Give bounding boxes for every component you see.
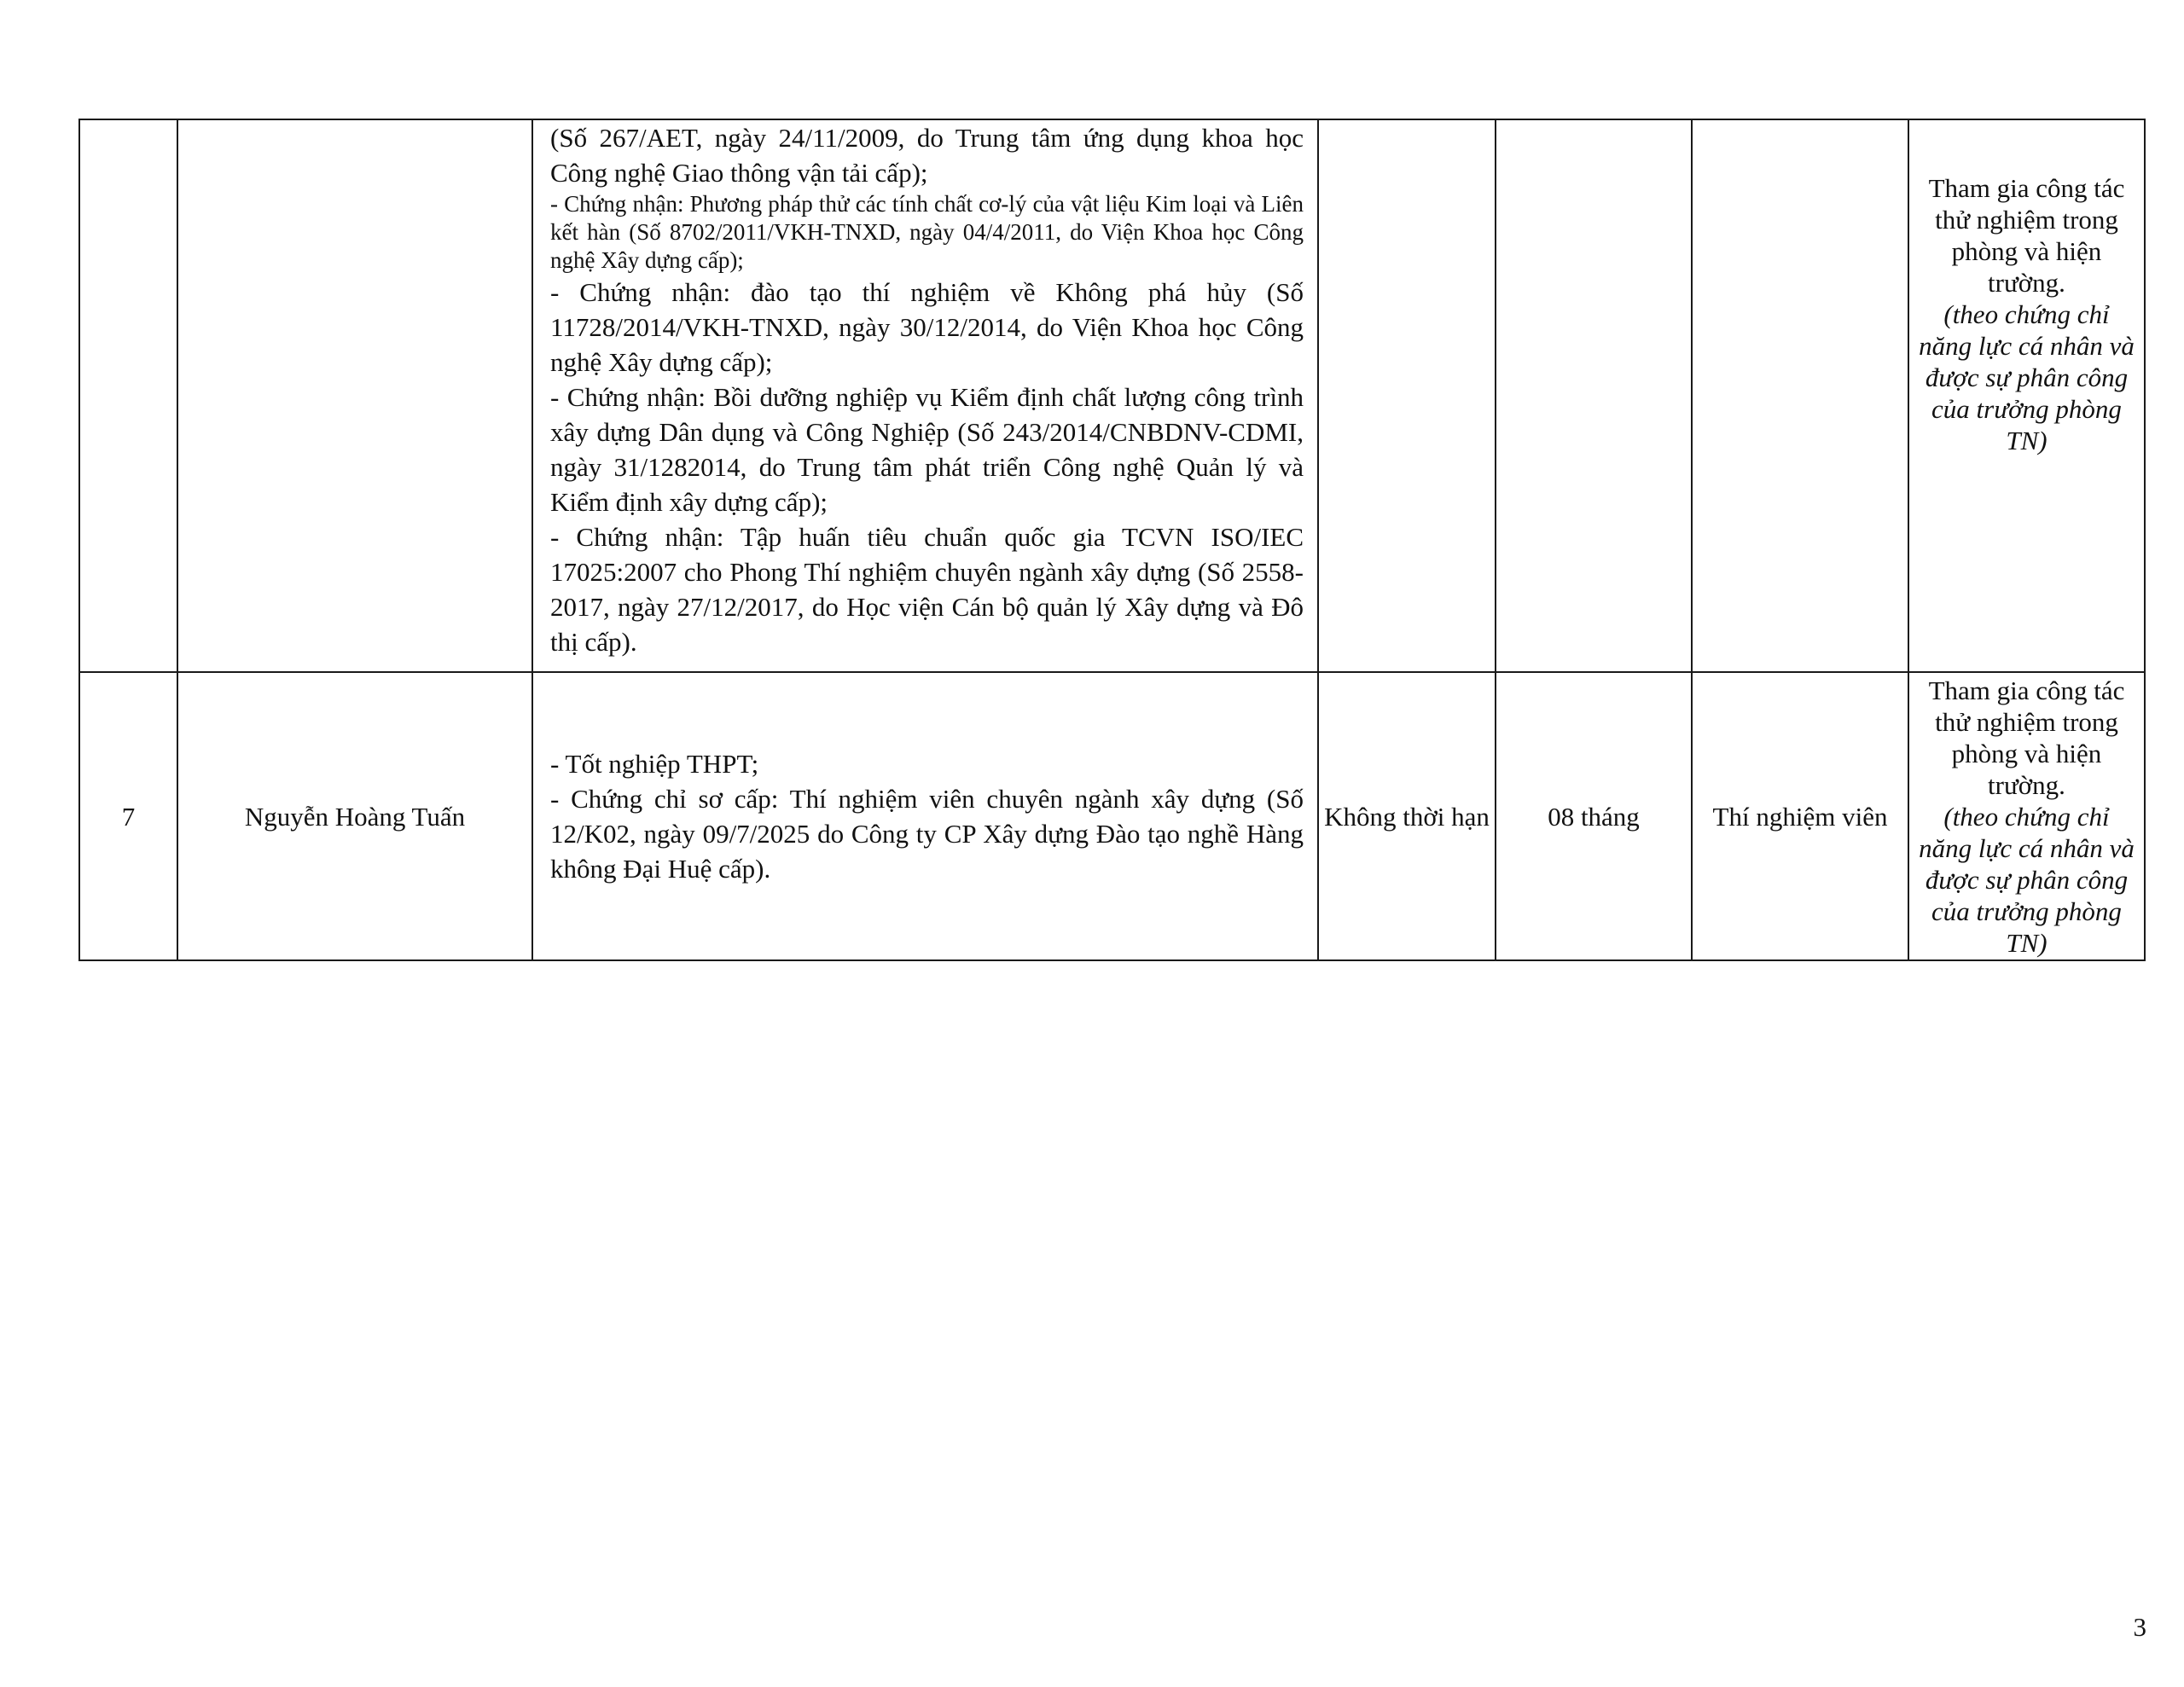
experience-cell [1496, 119, 1692, 672]
position-cell: Thí nghiệm viên [1692, 672, 1908, 960]
stt-cell: 7 [79, 672, 177, 960]
notes-main-text: Tham gia công tác thử nghiệm trong phòng và hiện trường. [1928, 675, 2125, 800]
qualifications-cell [532, 672, 1318, 960]
name-cell [177, 119, 532, 672]
contract-term-cell: Không thời hạn [1318, 672, 1496, 960]
qualification-item: - Chứng nhận: Tập huấn tiêu chuẩn quốc gia TCVN ISO/IEC 17025:2007 cho Phong Thí nghiệm chuyên ngành xây dựng (Số 2558-2017, ngày 27/12/2017, do Học viện Cán bộ quản lý Xây dựng và Đô thị cấp). [550, 522, 1304, 657]
notes-cell [1908, 119, 2145, 672]
qualification-item: (Số 267/AET, ngày 24/11/2009, do Trung tâm ứng dụng khoa học Công nghệ Giao thông vận tải cấp); [550, 123, 1304, 188]
experience-cell: 08 tháng [1496, 672, 1692, 960]
qualification-item: - Chứng nhận: Phương pháp thử các tính chất cơ-lý của vật liệu Kim loại và Liên kết hàn (Số 8702/2011/VKH-TNXD, ngày 04/4/2011, do Viện Khoa học Công nghệ Xây dựng cấp); [550, 191, 1304, 273]
notes-main-text: Tham gia công tác thử nghiệm trong phòng và hiện trường. [1928, 172, 2125, 298]
table-row [79, 672, 2145, 960]
qualifications-cell [532, 119, 1318, 672]
table-row [79, 119, 2145, 672]
qualification-item: - Chứng chỉ sơ cấp: Thí nghiệm viên chuyên ngành xây dựng (Số 12/K02, ngày 09/7/2025 do Công ty CP Xây dựng Đào tạo nghề Hàng không Đại Huệ cấp). [550, 784, 1304, 884]
notes-cell [1908, 672, 2145, 960]
contract-term-cell [1318, 119, 1496, 672]
position-cell [1692, 119, 1908, 672]
notes-italic-text: (theo chứng chỉ năng lực cá nhân và được sự phân công của trưởng phòng TN) [1919, 299, 2135, 455]
page-number: 3 [2133, 1612, 2146, 1642]
personnel-table [78, 119, 2146, 961]
stt-cell [79, 119, 177, 672]
notes-italic-text: (theo chứng chỉ năng lực cá nhân và được sự phân công của trưởng phòng TN) [1919, 801, 2135, 958]
name-cell: Nguyễn Hoàng Tuấn [177, 672, 532, 960]
qualification-item: - Chứng nhận: đào tạo thí nghiệm về Không phá hủy (Số 11728/2014/VKH-TNXD, ngày 30/12/2014, do Viện Khoa học Công nghệ Xây dựng cấp); [550, 277, 1304, 377]
qualification-item: - Chứng nhận: Bồi dưỡng nghiệp vụ Kiểm định chất lượng công trình xây dựng Dân dụng và Công Nghiệp (Số 243/2014/CNBDNV-CDMI, ngày 31/1282014, do Trung tâm phát triển Công nghệ Quản lý và Kiểm định xây dựng cấp); [550, 382, 1304, 517]
qualification-item: - Tốt nghiệp THPT; [550, 749, 759, 779]
